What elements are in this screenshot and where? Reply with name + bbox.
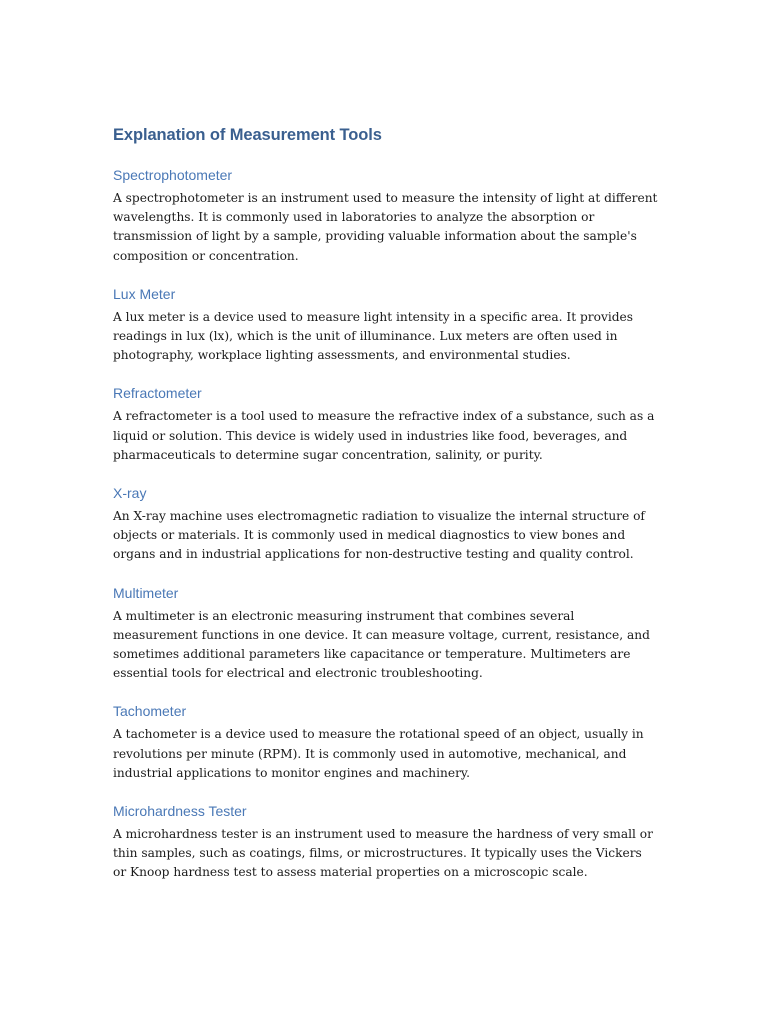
- section-body: A refractometer is a tool used to measure the refractive index of a substance, such as a liquid or solution. This device is widely used in industries like food, beverages, and pharmaceuticals to determine sugar concentration, salinity, or purity.: [113, 409, 655, 462]
- section-heading: Tachometer: [113, 703, 187, 720]
- section-heading: X-ray: [113, 485, 147, 502]
- section-heading: Lux Meter: [113, 285, 176, 302]
- document-content: [113, 124, 658, 902]
- section-heading: Refractometer: [113, 385, 202, 402]
- section-body: A spectrophotometer is an instrument used to measure the intensity of light at different wavelengths. It is commonly used in laboratories to analyze the absorption or transmission of light by a sample, providing valuable information about the sample's composition or concentration.: [113, 191, 658, 263]
- section-body: An X-ray machine uses electromagnetic radiation to visualize the internal structure of objects or materials. It is commonly used in medical diagnostics to view bones and organs and in industrial applications for non-destructive testing and quality control.: [113, 509, 645, 562]
- section-body: A tachometer is a device used to measure the rotational speed of an object, usually in revolutions per minute (RPM). It is commonly used in automotive, mechanical, and industrial applications to monitor engines and machinery.: [113, 727, 644, 780]
- section-body: A multimeter is an electronic measuring instrument that combines several measurement functions in one device. It can measure voltage, current, resistance, and sometimes additional parameters like capacitance or temperature. Multimeters are essential tools for electrical and electronic troubleshooting.: [113, 608, 650, 681]
- section-heading: Microhardness Tester: [113, 803, 247, 820]
- section-body: A microhardness tester is an instrument used to measure the hardness of very small or thin samples, such as coatings, films, or microstructures. It typically uses the Vickers or Knoop hardness test to assess material properties on a microscopic scale.: [113, 827, 653, 880]
- section-lux-meter: [113, 285, 658, 366]
- section-heading: Multimeter: [113, 584, 179, 601]
- section-refractometer: [113, 384, 658, 465]
- section-x-ray: [113, 484, 658, 565]
- section-heading: Spectrophotometer: [113, 167, 233, 183]
- section-spectrophotometer: [113, 166, 658, 266]
- section-body: A lux meter is a device used to measure light intensity in a specific area. It provides readings in lux (lx), which is the unit of illuminance. Lux meters are often used in photography, workplace lighting assessments, and environmental studies.: [113, 309, 634, 363]
- section-multimeter: [113, 584, 658, 684]
- document-title: Explanation of Measurement Tools: [113, 126, 382, 144]
- section-tachometer: [113, 702, 658, 783]
- section-microhardness-tester: [113, 802, 658, 883]
